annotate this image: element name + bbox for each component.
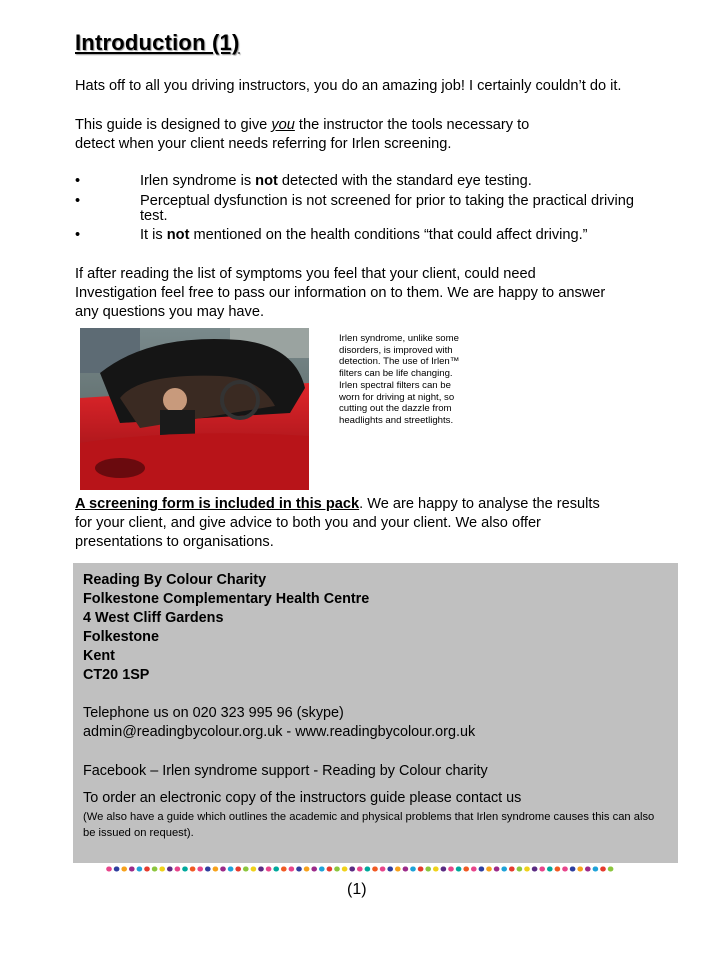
divider-dot xyxy=(266,867,272,872)
address-postcode: CT20 1SP xyxy=(83,667,150,683)
divider-dot xyxy=(501,867,507,872)
divider-dot xyxy=(532,867,538,872)
divider-dot xyxy=(395,867,401,872)
divider-dot xyxy=(137,867,143,872)
divider-dot xyxy=(585,867,591,872)
divider-dot xyxy=(539,867,545,872)
guide-paragraph xyxy=(75,116,695,154)
page-title: Introduction (1) xyxy=(75,30,240,55)
divider-dot xyxy=(448,867,454,872)
divider-dot xyxy=(258,867,264,872)
divider-dot xyxy=(182,867,188,872)
divider-dot xyxy=(220,867,226,872)
divider-dot xyxy=(197,867,203,872)
divider-dot xyxy=(410,867,416,872)
address-town: Folkestone xyxy=(83,629,159,645)
divider-dot xyxy=(418,867,424,872)
divider-dot xyxy=(205,867,211,872)
divider-dot xyxy=(235,867,241,872)
divider-dot xyxy=(547,867,553,872)
divider-dot xyxy=(380,867,386,872)
address-county: Kent xyxy=(83,648,115,664)
guide-line-2: detect when your client needs referring for Irlen screening. xyxy=(75,136,452,152)
divider-dot xyxy=(296,867,302,872)
divider-dot xyxy=(159,867,165,872)
divider-dot xyxy=(304,867,310,872)
symptoms-paragraph: If after reading the list of symptoms you feel that your client, could need Investigation feel free to pass our information on to them. We are happy to answer any questions you may have. xyxy=(75,266,606,320)
divider-dot xyxy=(129,867,135,872)
divider-dot xyxy=(365,867,371,872)
divider-dot xyxy=(441,867,447,872)
divider-dot xyxy=(281,867,287,872)
divider-dot xyxy=(403,867,409,872)
divider-dot xyxy=(486,867,492,872)
divider-dot xyxy=(577,867,583,872)
divider-dot xyxy=(425,867,431,872)
centre-name: Folkestone Complementary Health Centre xyxy=(83,591,370,607)
divider-dot xyxy=(106,867,112,872)
divider-dot xyxy=(152,867,158,872)
intro-paragraph: Hats off to all you driving instructors, you do an amazing job! I certainly couldn’t do it. xyxy=(75,78,622,94)
divider-dot xyxy=(387,867,393,872)
divider-dot xyxy=(319,867,325,872)
divider-dot xyxy=(479,867,485,872)
divider-dot xyxy=(175,867,181,872)
divider-dot xyxy=(349,867,355,872)
order-text: To order an electronic copy of the instructors guide please contact us xyxy=(83,790,522,806)
divider-dot xyxy=(251,867,257,872)
divider-dot xyxy=(289,867,295,872)
divider-dot xyxy=(600,867,606,872)
divider-dot xyxy=(372,867,378,872)
divider-dot xyxy=(463,867,469,872)
divider-dot xyxy=(570,867,576,872)
facebook-text: Facebook – Irlen syndrome support - Reading by Colour charity xyxy=(83,763,488,779)
divider-dot xyxy=(334,867,340,872)
divider-dot xyxy=(562,867,568,872)
colour-dot-divider xyxy=(106,866,618,872)
divider-dot xyxy=(273,867,279,872)
divider-dot xyxy=(144,867,150,872)
divider-dot xyxy=(190,867,196,872)
divider-dot xyxy=(311,867,317,872)
divider-dot xyxy=(357,867,363,872)
guide-line-1: This guide is designed to give you the instructor the tools necessary to xyxy=(75,117,530,133)
contact-box xyxy=(73,563,678,863)
org-name: Reading By Colour Charity xyxy=(83,572,267,588)
email-web-text: admin@readingbycolour.org.uk - www.readingbycolour.org.uk xyxy=(83,724,476,740)
page-number: (1) xyxy=(347,881,367,898)
divider-dot xyxy=(327,867,333,872)
screening-paragraph: A screening form is included in this pack. We are happy to analyse the results for your client, and give advice to both you and your client. We also offer presentations to organisations. xyxy=(75,496,600,550)
divider-dot xyxy=(342,867,348,872)
divider-dot xyxy=(593,867,599,872)
divider-dot xyxy=(114,867,120,872)
divider-dot xyxy=(228,867,234,872)
note-text: (We also have a guide which outlines the academic and physical problems that Irlen syndrome causes this can also be issued on request). xyxy=(83,811,655,839)
red-car-photo xyxy=(80,328,309,490)
telephone-text: Telephone us on 020 323 995 96 (skype) xyxy=(83,705,344,721)
divider-dot xyxy=(524,867,530,872)
screening-form-link: A screening form is included in this pack xyxy=(75,496,360,512)
divider-dot xyxy=(608,867,614,872)
divider-dot xyxy=(213,867,219,872)
divider-dot xyxy=(517,867,523,872)
photo-caption: Irlen syndrome, unlike some disorders, is improved with detection. The use of Irlen™ filters can be life changing. Irlen spectral filters can be worn for driving at night, so cutting out the dazzle from headlights and streetlights. xyxy=(339,333,460,426)
divider-dot xyxy=(167,867,173,872)
divider-dot xyxy=(494,867,500,872)
divider-dot xyxy=(456,867,462,872)
divider-dot xyxy=(471,867,477,872)
divider-dot xyxy=(509,867,515,872)
divider-dot xyxy=(555,867,561,872)
divider-dot xyxy=(121,867,127,872)
address-street: 4 West Cliff Gardens xyxy=(83,610,224,626)
divider-dot xyxy=(243,867,249,872)
divider-dot xyxy=(433,867,439,872)
